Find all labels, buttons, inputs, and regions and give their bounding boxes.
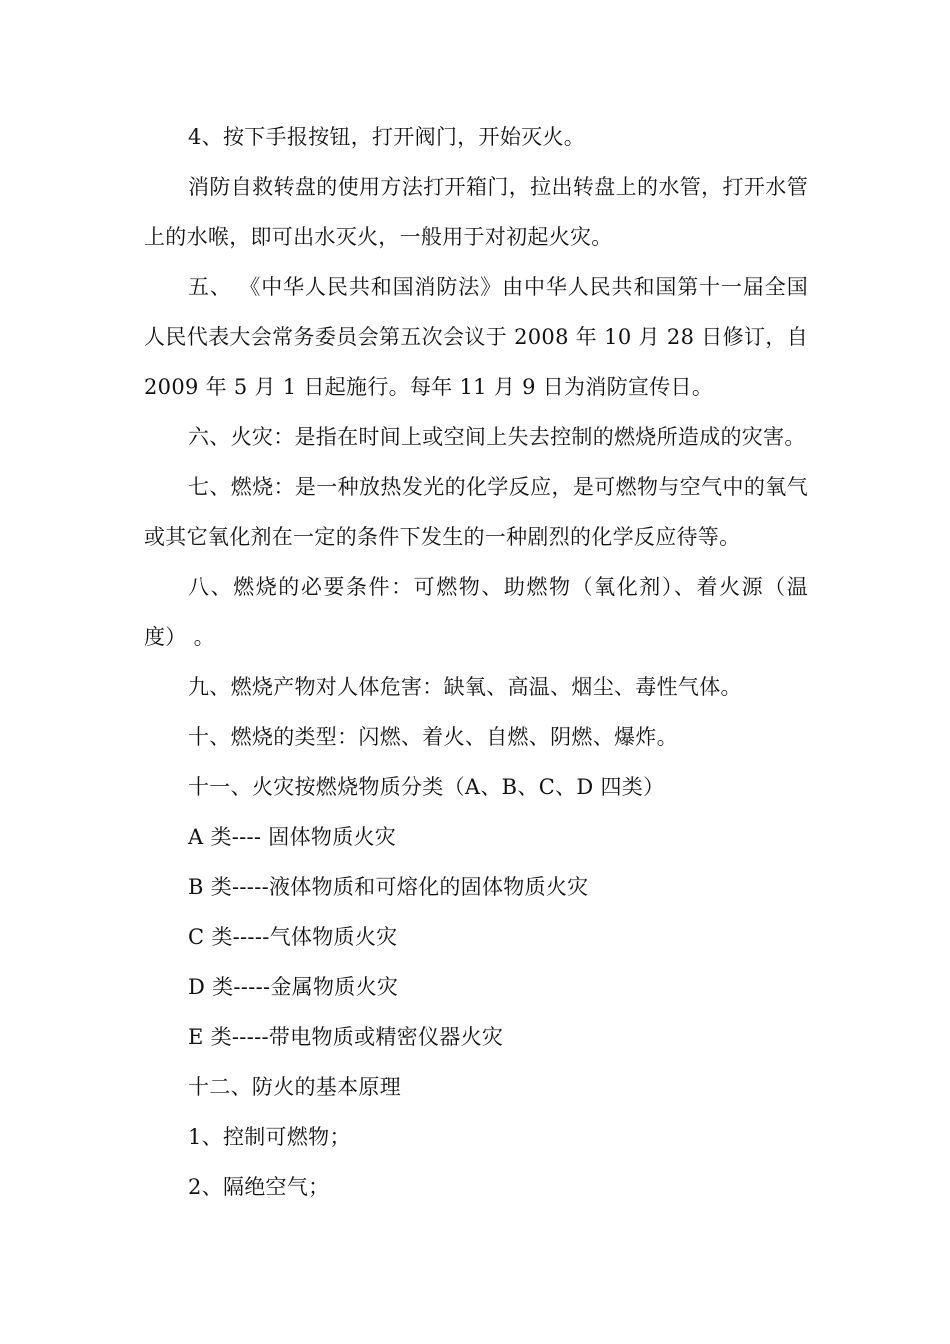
section-10-combustion-types: 十、燃烧的类型：闪燃、着火、自燃、阴燃、爆炸。 xyxy=(188,725,678,749)
section-5-fire-law-paragraph: 五、 《中华人民共和国消防法》由中华人民共和国第十一届全国人民代表大会常务委员会第五次会议于 2008 年 10 月 28 日修订，自 2009 年 5 月 1 日起施行。每年 11 月 9 日为消防宣传日。 xyxy=(144,275,808,399)
fire-class-d: D 类-----金属物质火灾 xyxy=(188,975,399,999)
section-9-combustion-hazards: 九、燃烧产物对人体危害：缺氧、高温、烟尘、毒性气体。 xyxy=(188,675,742,699)
section-11-fire-classes-heading: 十一、火灾按燃烧物质分类（A、B、C、D 四类） xyxy=(188,775,665,799)
section-7-combustion-definition: 七、燃烧：是一种放热发光的化学反应，是可燃物与空气中的氧气或其它氧化剂在一定的条件下发生的一种剧烈的化学反应待等。 xyxy=(144,475,808,549)
fire-class-b: B 类-----液体物质和可熔化的固体物质火灾 xyxy=(188,875,589,899)
fire-class-c: C 类-----气体物质火灾 xyxy=(188,925,398,949)
section-6-fire-definition: 六、火灾：是指在时间上或空间上失去控制的燃烧所造成的灾害。 xyxy=(188,425,806,449)
prevention-item-1: 1、控制可燃物； xyxy=(188,1125,351,1149)
fire-class-a: A 类---- 固体物质火灾 xyxy=(188,825,397,849)
prevention-item-2: 2、隔绝空气； xyxy=(188,1175,330,1199)
document-body xyxy=(144,112,808,1212)
fire-hose-reel-paragraph: 消防自救转盘的使用方法打开箱门，拉出转盘上的水管，打开水管上的水喉，即可出水灭火，一般用于对初起火灾。 xyxy=(144,175,808,249)
section-12-fire-prevention-heading: 十二、防火的基本原理 xyxy=(188,1075,401,1099)
fire-class-e: E 类-----带电物质或精密仪器火灾 xyxy=(188,1025,504,1049)
step-4-paragraph: 4、按下手报按钮，打开阀门，开始灭火。 xyxy=(188,125,586,149)
section-8-combustion-conditions: 八、燃烧的必要条件：可燃物、助燃物（氧化剂）、着火源（温度） 。 xyxy=(144,575,808,649)
